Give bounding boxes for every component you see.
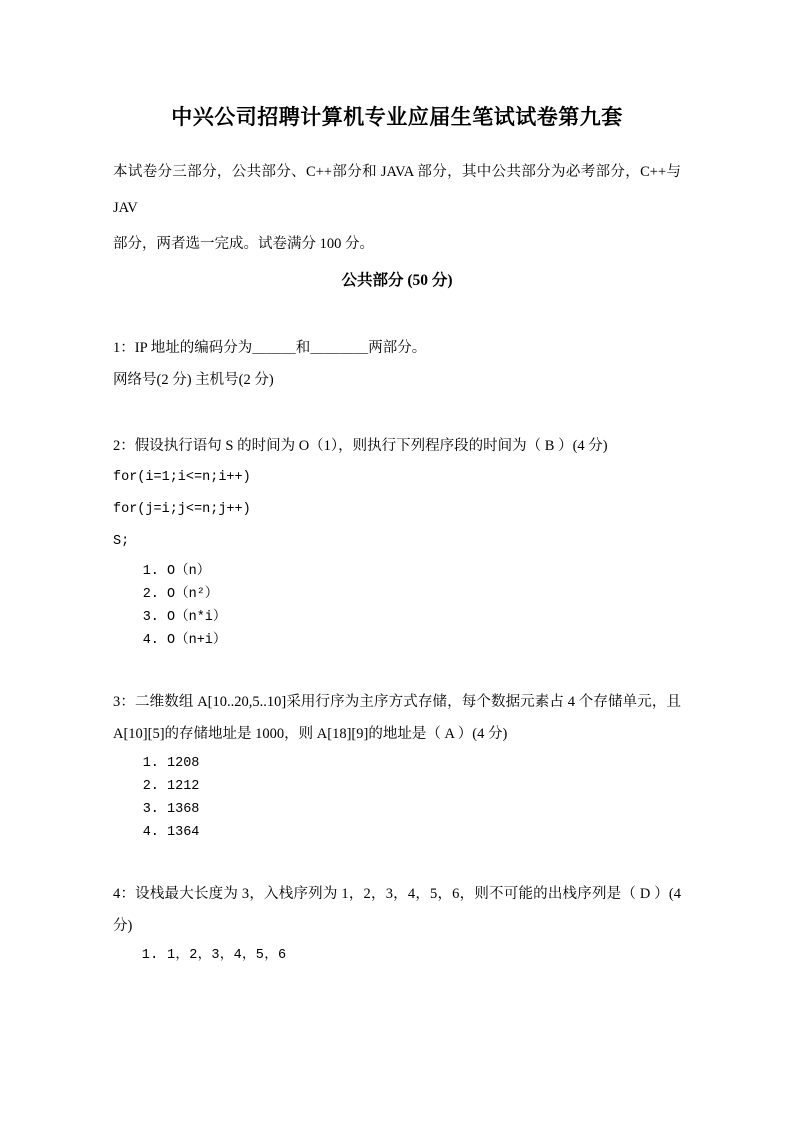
spacer xyxy=(113,652,681,686)
option-item[interactable]: 1. 1，2，3，4，5，6 xyxy=(167,944,681,967)
page-title: 中兴公司招聘计算机专业应届生笔试试卷第九套 xyxy=(171,105,623,129)
question-3-options xyxy=(113,752,681,844)
option-item[interactable]: 2. 1212 xyxy=(167,775,681,798)
option-item[interactable]: 3. O（n*i） xyxy=(167,606,681,629)
question-4: 4：设栈最大长度为 3，入栈序列为 1，2，3，4，5，6，则不可能的出栈序列是（ D ）(4 分) xyxy=(113,886,681,934)
question-4-options xyxy=(113,944,681,967)
option-item[interactable]: 1. O（n） xyxy=(167,560,681,583)
option-item[interactable]: 1. 1208 xyxy=(167,752,681,775)
section-heading: 公共部分 (50 分) xyxy=(341,272,453,289)
question-1: 1：IP 地址的编码分为＿＿＿和＿＿＿＿两部分。 xyxy=(113,340,427,356)
question-2-code-line-1: for(i=1;i<=n;i++) xyxy=(113,470,251,485)
option-item[interactable]: 4. O（n+i） xyxy=(167,629,681,652)
spacer xyxy=(113,396,681,430)
question-2-code-line-3: S; xyxy=(113,534,130,549)
intro-paragraph-line-1: 本试卷分三部分，公共部分、C++部分和 JAVA 部分，其中公共部分为必考部分，C++与 JAV xyxy=(113,164,681,216)
spacer xyxy=(113,298,681,332)
intro-paragraph-line-2: 部分，两者选一完成。试卷满分 100 分。 xyxy=(113,236,374,252)
option-item[interactable]: 4. 1364 xyxy=(167,821,681,844)
question-2-code-line-2: for(j=i;j<=n;j++) xyxy=(113,502,251,517)
option-item[interactable]: 2. O（n²） xyxy=(167,583,681,606)
question-2-options xyxy=(113,560,681,652)
option-item[interactable]: 3. 1368 xyxy=(167,798,681,821)
question-3: 3：二维数组 A[10..20,5..10]采用行序为主序方式存储，每个数据元素占 4 个存储单元，且 A[10][5]的存储地址是 1000，则 A[18][9]的地址是（ A ）(4 分) xyxy=(113,694,681,742)
question-2: 2：假设执行语句 S 的时间为 O（1），则执行下列程序段的时间为（ B ）(4 分) xyxy=(113,438,608,454)
question-1-answer: 网络号(2 分) 主机号(2 分) xyxy=(113,372,274,388)
spacer xyxy=(113,844,681,878)
